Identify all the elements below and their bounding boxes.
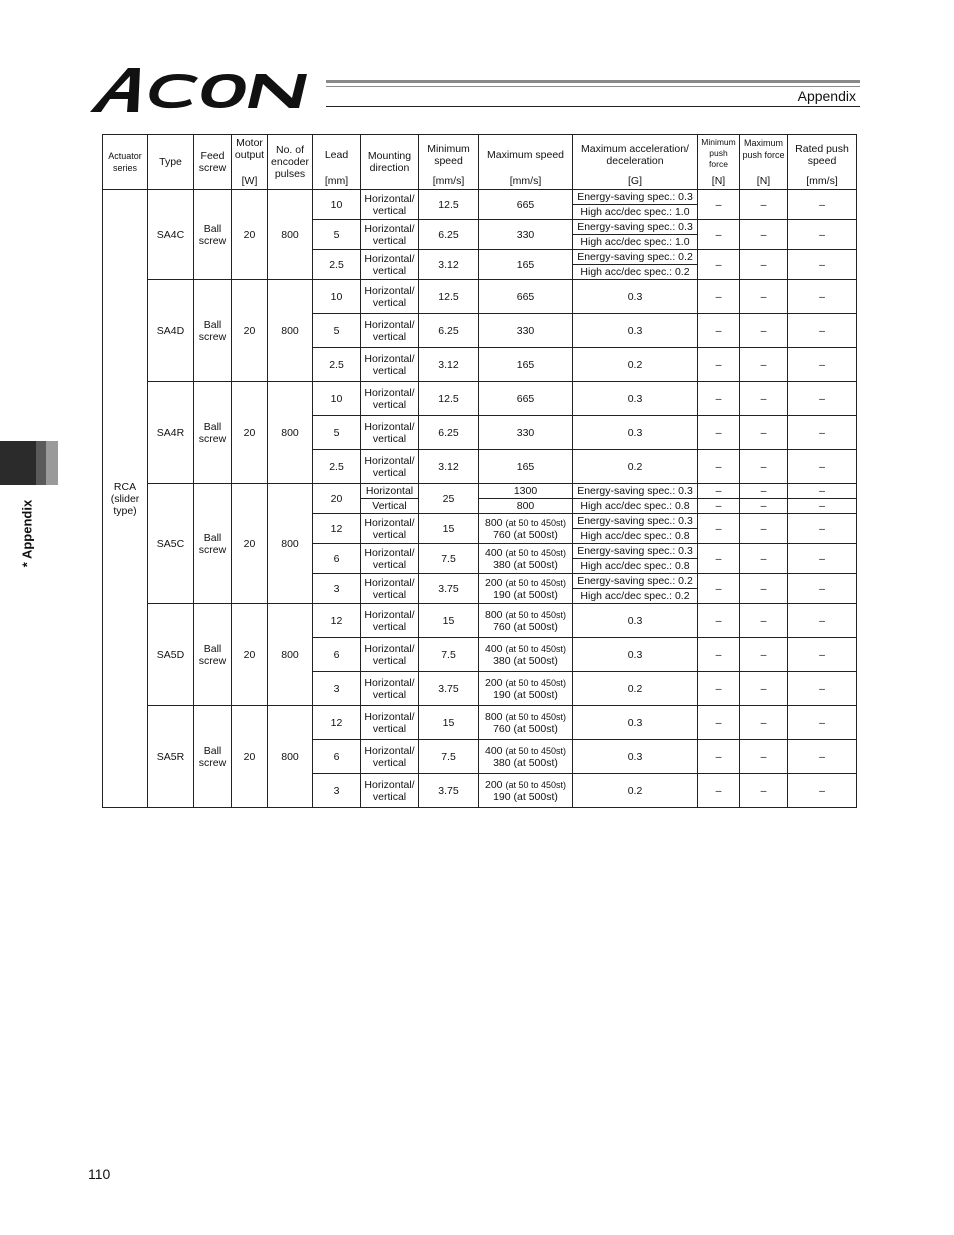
header-rule — [326, 80, 860, 83]
rated-push-cell: – — [788, 190, 857, 220]
acc-cell: Energy-saving spec.: 0.3 — [573, 544, 698, 559]
side-tab-label: * Appendix — [19, 499, 35, 568]
min-push-cell: – — [698, 774, 740, 808]
acc-cell: 0.2 — [573, 348, 698, 382]
max-push-cell: – — [740, 774, 788, 808]
min-speed-cell: 12.5 — [419, 190, 479, 220]
min-speed-cell: 15 — [419, 706, 479, 740]
feed-screw-cell: Ball screw — [194, 382, 232, 484]
header-rated-push-speed: Rated push speed [mm/s] — [788, 135, 857, 190]
acc-cell: 0.3 — [573, 280, 698, 314]
lead-cell: 10 — [313, 190, 361, 220]
max-speed-cell: 200 (at 50 to 450st) 190 (at 500st) — [479, 672, 573, 706]
min-push-cell: – — [698, 638, 740, 672]
rated-push-cell: – — [788, 774, 857, 808]
table-row — [103, 706, 857, 740]
max-speed-cell: 800 — [479, 499, 573, 514]
header-mounting-direction: Mounting direction — [361, 135, 419, 190]
lead-cell: 6 — [313, 638, 361, 672]
max-push-cell: – — [740, 740, 788, 774]
max-push-cell: – — [740, 280, 788, 314]
mounting-cell: Horizontal/ vertical — [361, 220, 419, 250]
rated-push-cell: – — [788, 484, 857, 499]
max-push-cell: – — [740, 638, 788, 672]
rated-push-cell: – — [788, 450, 857, 484]
table-row — [103, 190, 857, 205]
acc-cell: 0.3 — [573, 416, 698, 450]
acc-cell: Energy-saving spec.: 0.3 — [573, 484, 698, 499]
actuator-spec-table — [102, 134, 857, 808]
min-speed-cell: 12.5 — [419, 280, 479, 314]
min-push-cell: – — [698, 514, 740, 544]
lead-cell: 5 — [313, 314, 361, 348]
min-speed-cell: 3.12 — [419, 450, 479, 484]
max-speed-cell: 665 — [479, 382, 573, 416]
header-motor-output: Motor output [W] — [232, 135, 268, 190]
header-feed-screw: Feed screw — [194, 135, 232, 190]
max-speed-cell: 330 — [479, 220, 573, 250]
max-push-cell: – — [740, 672, 788, 706]
type-cell: SA4C — [148, 190, 194, 280]
min-speed-cell: 12.5 — [419, 382, 479, 416]
mounting-cell: Horizontal/ vertical — [361, 740, 419, 774]
min-speed-cell: 7.5 — [419, 638, 479, 672]
mounting-cell: Horizontal/ vertical — [361, 280, 419, 314]
lead-cell: 6 — [313, 544, 361, 574]
type-cell: SA4R — [148, 382, 194, 484]
table-row — [103, 484, 857, 499]
acc-cell: Energy-saving spec.: 0.3 — [573, 514, 698, 529]
rated-push-cell: – — [788, 514, 857, 544]
min-push-cell: – — [698, 190, 740, 220]
min-push-cell: – — [698, 544, 740, 574]
type-cell: SA5C — [148, 484, 194, 604]
rated-push-cell: – — [788, 672, 857, 706]
acc-cell: 0.2 — [573, 774, 698, 808]
rated-push-cell: – — [788, 416, 857, 450]
acc-cell: High acc/dec spec.: 0.8 — [573, 559, 698, 574]
actuator-series-cell: RCA (slider type) — [103, 190, 148, 808]
max-push-cell: – — [740, 416, 788, 450]
header-max-acceleration: Maximum acceleration/ deceleration [G] — [573, 135, 698, 190]
rated-push-cell: – — [788, 604, 857, 638]
max-push-cell: – — [740, 499, 788, 514]
acc-cell: 0.3 — [573, 706, 698, 740]
acc-cell: 0.2 — [573, 450, 698, 484]
min-push-cell: – — [698, 574, 740, 604]
max-speed-cell: 200 (at 50 to 450st) 190 (at 500st) — [479, 774, 573, 808]
lead-cell: 5 — [313, 220, 361, 250]
max-push-cell: – — [740, 348, 788, 382]
lead-cell: 10 — [313, 280, 361, 314]
lead-cell: 12 — [313, 604, 361, 638]
lead-cell: 3 — [313, 774, 361, 808]
min-push-cell: – — [698, 280, 740, 314]
rated-push-cell: – — [788, 348, 857, 382]
feed-screw-cell: Ball screw — [194, 190, 232, 280]
mounting-cell: Horizontal/ vertical — [361, 774, 419, 808]
lead-cell: 20 — [313, 484, 361, 514]
max-speed-cell: 200 (at 50 to 450st) 190 (at 500st) — [479, 574, 573, 604]
min-push-cell: – — [698, 706, 740, 740]
acc-cell: High acc/dec spec.: 0.2 — [573, 265, 698, 280]
motor-output-cell: 20 — [232, 484, 268, 604]
min-push-cell: – — [698, 499, 740, 514]
max-speed-cell: 800 (at 50 to 450st) 760 (at 500st) — [479, 706, 573, 740]
acc-cell: High acc/dec spec.: 0.8 — [573, 499, 698, 514]
mounting-cell: Horizontal/ vertical — [361, 574, 419, 604]
min-speed-cell: 7.5 — [419, 544, 479, 574]
feed-screw-cell: Ball screw — [194, 280, 232, 382]
lead-cell: 3 — [313, 672, 361, 706]
rated-push-cell: – — [788, 280, 857, 314]
max-speed-cell: 330 — [479, 416, 573, 450]
rated-push-cell: – — [788, 638, 857, 672]
max-speed-cell: 165 — [479, 250, 573, 280]
min-speed-cell: 15 — [419, 514, 479, 544]
min-push-cell: – — [698, 450, 740, 484]
mounting-cell: Horizontal/ vertical — [361, 638, 419, 672]
max-push-cell: – — [740, 706, 788, 740]
acc-cell: Energy-saving spec.: 0.3 — [573, 190, 698, 205]
table-row — [103, 280, 857, 314]
max-speed-cell: 665 — [479, 280, 573, 314]
rated-push-cell: – — [788, 574, 857, 604]
feed-screw-cell: Ball screw — [194, 706, 232, 808]
rated-push-cell: – — [788, 740, 857, 774]
mounting-cell: Horizontal/ vertical — [361, 416, 419, 450]
acc-cell: High acc/dec spec.: 1.0 — [573, 205, 698, 220]
min-push-cell: – — [698, 348, 740, 382]
lead-cell: 10 — [313, 382, 361, 416]
mounting-cell: Horizontal/ vertical — [361, 672, 419, 706]
acc-cell: High acc/dec spec.: 1.0 — [573, 235, 698, 250]
mounting-cell: Horizontal/ vertical — [361, 450, 419, 484]
feed-screw-cell: Ball screw — [194, 604, 232, 706]
header-maximum-speed: Maximum speed [mm/s] — [479, 135, 573, 190]
mounting-cell: Horizontal/ vertical — [361, 706, 419, 740]
feed-screw-cell: Ball screw — [194, 484, 232, 604]
max-speed-cell: 800 (at 50 to 450st) 760 (at 500st) — [479, 604, 573, 638]
max-push-cell: – — [740, 190, 788, 220]
min-speed-cell: 3.12 — [419, 348, 479, 382]
max-push-cell: – — [740, 250, 788, 280]
min-push-cell: – — [698, 416, 740, 450]
acon-logo-mark — [88, 66, 324, 114]
max-speed-cell: 665 — [479, 190, 573, 220]
min-push-cell: – — [698, 484, 740, 499]
acc-cell: 0.3 — [573, 314, 698, 348]
min-push-cell: – — [698, 314, 740, 348]
table-row — [103, 382, 857, 416]
max-speed-cell: 165 — [479, 450, 573, 484]
max-push-cell: – — [740, 514, 788, 544]
lead-cell: 3 — [313, 574, 361, 604]
acon-logo — [88, 66, 324, 114]
rated-push-cell: – — [788, 544, 857, 574]
lead-cell: 6 — [313, 740, 361, 774]
mounting-cell: Horizontal/ vertical — [361, 190, 419, 220]
mounting-cell: Horizontal/ vertical — [361, 604, 419, 638]
min-push-cell: – — [698, 250, 740, 280]
acc-cell: Energy-saving spec.: 0.2 — [573, 250, 698, 265]
max-speed-cell: 800 (at 50 to 450st) 760 (at 500st) — [479, 514, 573, 544]
mounting-cell: Horizontal/ vertical — [361, 250, 419, 280]
header-rule — [326, 106, 860, 107]
lead-cell: 2.5 — [313, 450, 361, 484]
motor-output-cell: 20 — [232, 280, 268, 382]
type-cell: SA5D — [148, 604, 194, 706]
min-speed-cell: 3.75 — [419, 774, 479, 808]
mounting-cell: Horizontal/ vertical — [361, 348, 419, 382]
mounting-cell: Horizontal/ vertical — [361, 544, 419, 574]
side-tab-marker — [0, 441, 58, 485]
max-push-cell: – — [740, 484, 788, 499]
max-push-cell: – — [740, 382, 788, 416]
max-speed-cell: 165 — [479, 348, 573, 382]
acc-cell: High acc/dec spec.: 0.8 — [573, 529, 698, 544]
max-speed-cell: 330 — [479, 314, 573, 348]
mounting-cell: Horizontal/ vertical — [361, 382, 419, 416]
motor-output-cell: 20 — [232, 190, 268, 280]
acc-cell: 0.3 — [573, 638, 698, 672]
table-row — [103, 604, 857, 638]
acc-cell: 0.3 — [573, 382, 698, 416]
max-push-cell: – — [740, 574, 788, 604]
lead-cell: 5 — [313, 416, 361, 450]
header-maximum-push-force: Maximum push force [N] — [740, 135, 788, 190]
min-push-cell: – — [698, 672, 740, 706]
max-push-cell: – — [740, 544, 788, 574]
motor-output-cell: 20 — [232, 382, 268, 484]
acc-cell: 0.3 — [573, 740, 698, 774]
header-type: Type — [148, 135, 194, 190]
rated-push-cell: – — [788, 250, 857, 280]
min-speed-cell: 6.25 — [419, 314, 479, 348]
motor-output-cell: 20 — [232, 706, 268, 808]
mounting-cell: Horizontal/ vertical — [361, 314, 419, 348]
min-speed-cell: 3.75 — [419, 672, 479, 706]
min-speed-cell: 25 — [419, 484, 479, 514]
min-speed-cell: 3.75 — [419, 574, 479, 604]
acc-cell: 0.2 — [573, 672, 698, 706]
max-speed-cell: 1300 — [479, 484, 573, 499]
encoder-pulses-cell: 800 — [268, 280, 313, 382]
min-push-cell: – — [698, 220, 740, 250]
rated-push-cell: – — [788, 706, 857, 740]
max-speed-cell: 400 (at 50 to 450st) 380 (at 500st) — [479, 740, 573, 774]
rated-push-cell: – — [788, 499, 857, 514]
header-lead: Lead [mm] — [313, 135, 361, 190]
min-speed-cell: 15 — [419, 604, 479, 638]
min-speed-cell: 7.5 — [419, 740, 479, 774]
min-speed-cell: 6.25 — [419, 416, 479, 450]
motor-output-cell: 20 — [232, 604, 268, 706]
acc-cell: 0.3 — [573, 604, 698, 638]
header-actuator-series: Actuator series — [103, 135, 148, 190]
mounting-cell: Horizontal — [361, 484, 419, 499]
max-push-cell: – — [740, 220, 788, 250]
acc-cell: Energy-saving spec.: 0.2 — [573, 574, 698, 589]
acc-cell: Energy-saving spec.: 0.3 — [573, 220, 698, 235]
max-speed-cell: 400 (at 50 to 450st) 380 (at 500st) — [479, 638, 573, 672]
header-minimum-push-force: Minimum push force [N] — [698, 135, 740, 190]
rated-push-cell: – — [788, 220, 857, 250]
min-speed-cell: 6.25 — [419, 220, 479, 250]
acc-cell: High acc/dec spec.: 0.2 — [573, 589, 698, 604]
encoder-pulses-cell: 800 — [268, 706, 313, 808]
max-push-cell: – — [740, 604, 788, 638]
rated-push-cell: – — [788, 314, 857, 348]
max-push-cell: – — [740, 314, 788, 348]
lead-cell: 2.5 — [313, 250, 361, 280]
lead-cell: 12 — [313, 706, 361, 740]
min-push-cell: – — [698, 382, 740, 416]
encoder-pulses-cell: 800 — [268, 484, 313, 604]
max-speed-cell: 400 (at 50 to 450st) 380 (at 500st) — [479, 544, 573, 574]
header-encoder-pulses: No. of encoder pulses — [268, 135, 313, 190]
lead-cell: 12 — [313, 514, 361, 544]
table-header-row — [103, 135, 857, 190]
page-number: 110 — [88, 1166, 111, 1182]
lead-cell: 2.5 — [313, 348, 361, 382]
mounting-cell: Vertical — [361, 499, 419, 514]
encoder-pulses-cell: 800 — [268, 382, 313, 484]
mounting-cell: Horizontal/ vertical — [361, 514, 419, 544]
min-push-cell: – — [698, 604, 740, 638]
type-cell: SA4D — [148, 280, 194, 382]
header-rule — [326, 86, 860, 87]
type-cell: SA5R — [148, 706, 194, 808]
min-speed-cell: 3.12 — [419, 250, 479, 280]
encoder-pulses-cell: 800 — [268, 190, 313, 280]
max-push-cell: – — [740, 450, 788, 484]
header-minimum-speed: Minimum speed [mm/s] — [419, 135, 479, 190]
encoder-pulses-cell: 800 — [268, 604, 313, 706]
min-push-cell: – — [698, 740, 740, 774]
rated-push-cell: – — [788, 382, 857, 416]
section-title: Appendix — [797, 88, 856, 104]
